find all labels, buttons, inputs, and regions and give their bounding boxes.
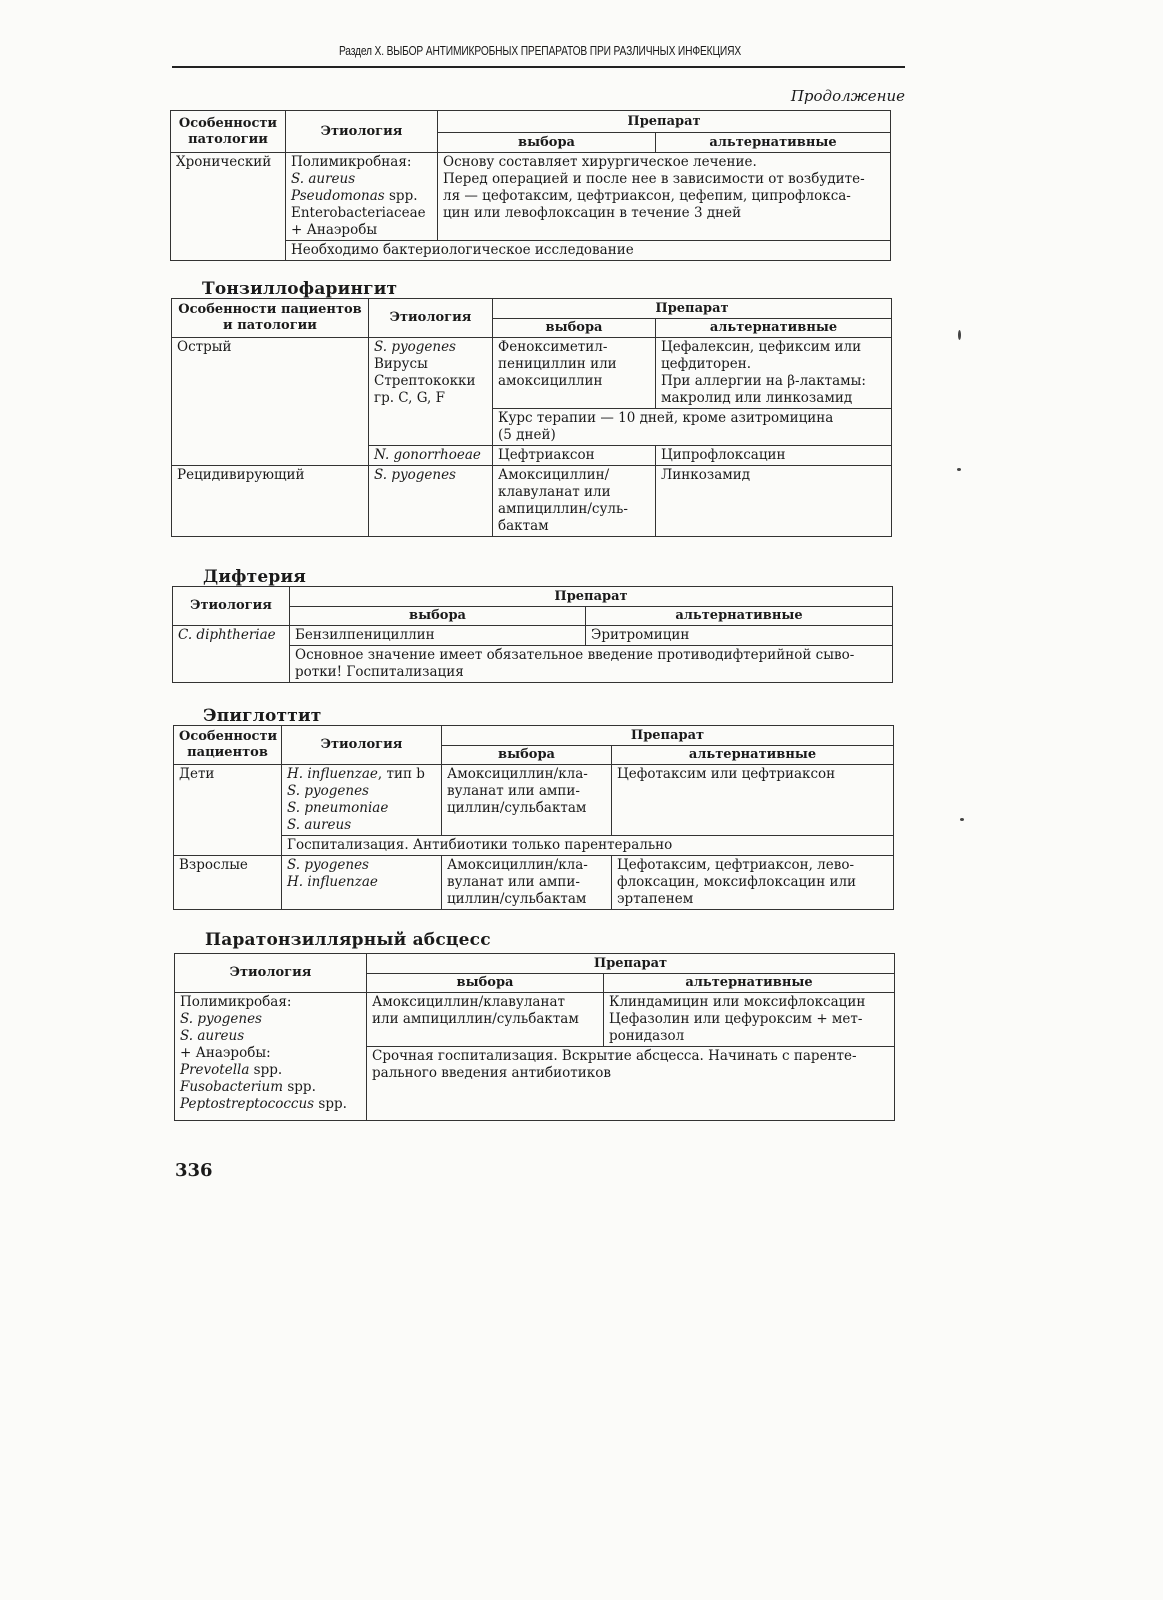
recurrent-choice: Амоксициллин/ клавуланат или ампициллин/суль- бактам: [493, 466, 656, 537]
gonorrhoeae-choice: Цефтриаксон: [493, 446, 656, 466]
abscess-choice: Амоксициллин/клавуланат или ампициллин/сульбактам: [367, 993, 604, 1047]
col-header-choice: выбора: [493, 319, 656, 338]
col-header-choice: выбора: [442, 746, 612, 765]
section-title-epiglottitis: Эпиглоттит: [203, 706, 322, 726]
col-header-features: Особенности пациентов и патологии: [172, 299, 369, 338]
chronic-etiology: Полимикробная: S. aureus Pseudomonas spp. Enterobacteriaceae + Анаэробы: [286, 153, 438, 241]
col-header-alt: альтернативные: [656, 133, 891, 153]
col-header-features: Особенности патологии: [171, 111, 286, 153]
children-choice: Амоксициллин/кла- вуланат или ампи- циллин/сульбактам: [442, 765, 612, 836]
abscess-etiology: Полимикробая: S. pyogenes S. aureus + Анаэробы: Prevotella spp. Fusobacterium spp. Peptostreptococcus spp.: [175, 993, 367, 1121]
col-header-drug: Препарат: [442, 726, 894, 746]
col-header-features: Особенности пациентов: [174, 726, 282, 765]
diphtheria-choice: Бензилпенициллин: [290, 626, 586, 646]
section-title-tonsillopharyngitis: Тонзиллофарингит: [202, 279, 398, 299]
scan-speck: [957, 468, 961, 471]
col-header-drug: Препарат: [367, 954, 895, 974]
chronic-treatment: Основу составляет хирургическое лечение. Перед операцией и после нее в зависимости от возбудите- ля — цефотаксим, цефтриаксон, цефепим, ципрофлокса- цин или левофлоксацин в течение 3 дней: [438, 153, 891, 241]
gonorrhoeae-alt: Ципрофлоксацин: [656, 446, 892, 466]
col-header-etiology: Этиология: [173, 587, 290, 626]
row-label-acute: Острый: [172, 338, 369, 466]
row-label-adults: Взрослые: [174, 856, 282, 910]
col-header-alt: альтернативные: [612, 746, 894, 765]
peritonsillar-abscess-table: [174, 953, 895, 1121]
col-header-etiology: Этиология: [175, 954, 367, 993]
acute-course-note: Курс терапии — 10 дней, кроме азитромицина (5 дней): [493, 409, 892, 446]
col-header-choice: выбора: [438, 133, 656, 153]
col-header-drug: Препарат: [438, 111, 891, 133]
children-alt: Цефотаксим или цефтриаксон: [612, 765, 894, 836]
adults-etiology: S. pyogenes H. influenzae: [282, 856, 442, 910]
row-label-chronic: Хронический: [171, 153, 286, 261]
col-header-drug: Препарат: [290, 587, 893, 607]
children-etiology: H. influenzae, тип b S. pyogenes S. pneumoniae S. aureus: [282, 765, 442, 836]
epiglottitis-table: [173, 725, 894, 910]
chronic-note: Необходимо бактериологическое исследование: [286, 241, 891, 261]
col-header-drug: Препарат: [493, 299, 892, 319]
row-label-recurrent: Рецидивирующий: [172, 466, 369, 537]
adults-alt: Цефотаксим, цефтриаксон, лево- флоксацин, моксифлоксацин или эртапенем: [612, 856, 894, 910]
header-rule: [172, 66, 905, 68]
diphtheria-table: [172, 586, 893, 683]
continuation-label: Продолжение: [790, 87, 905, 105]
acute-etiology: S. pyogenes Вирусы Стрептококки гр. C, G, F: [369, 338, 493, 446]
running-head: Раздел X. ВЫБОР АНТИМИКРОБНЫХ ПРЕПАРАТОВ ПРИ РАЗЛИЧНЫХ ИНФЕКЦИЯХ: [338, 44, 742, 58]
recurrent-etiology: S. pyogenes: [369, 466, 493, 537]
section-title-peritonsillar-abscess: Паратонзиллярный абсцесс: [205, 930, 491, 950]
col-header-choice: выбора: [290, 607, 586, 626]
tonsillopharyngitis-table: [171, 298, 892, 537]
gonorrhoeae-etiology: N. gonorrhoeae: [369, 446, 493, 466]
section-title-diphtheria: Дифтерия: [203, 567, 307, 587]
abscess-alt: Клиндамицин или моксифлоксацин Цефазолин или цефуроксим + мет- ронидазол: [604, 993, 895, 1047]
col-header-etiology: Этиология: [282, 726, 442, 765]
col-header-etiology: Этиология: [286, 111, 438, 153]
col-header-etiology: Этиология: [369, 299, 493, 338]
col-header-alt: альтернативные: [604, 974, 895, 993]
scan-speck: [960, 818, 964, 821]
recurrent-alt: Линкозамид: [656, 466, 892, 537]
acute-choice: Феноксиметил- пенициллин или амоксициллин: [493, 338, 656, 409]
row-label-children: Дети: [174, 765, 282, 856]
page-number: 336: [175, 1160, 213, 1181]
col-header-choice: выбора: [367, 974, 604, 993]
chronic-table: [170, 110, 891, 261]
children-note: Госпитализация. Антибиотики только парентерально: [282, 836, 894, 856]
col-header-alt: альтернативные: [586, 607, 893, 626]
diphtheria-note: Основное значение имеет обязательное введение противодифтерийной сыво- ротки! Госпитализация: [290, 646, 893, 683]
adults-choice: Амоксициллин/кла- вуланат или ампи- циллин/сульбактам: [442, 856, 612, 910]
acute-alt: Цефалексин, цефиксим или цефдиторен. При аллергии на β-лактамы: макролид или линкозамид: [656, 338, 892, 409]
abscess-note: Срочная госпитализация. Вскрытие абсцесса. Начинать с паренте- рального введения антибиотиков: [367, 1047, 895, 1121]
diphtheria-etiology: C. diphtheriae: [173, 626, 290, 683]
scan-speck: [958, 330, 961, 340]
col-header-alt: альтернативные: [656, 319, 892, 338]
diphtheria-alt: Эритромицин: [586, 626, 893, 646]
